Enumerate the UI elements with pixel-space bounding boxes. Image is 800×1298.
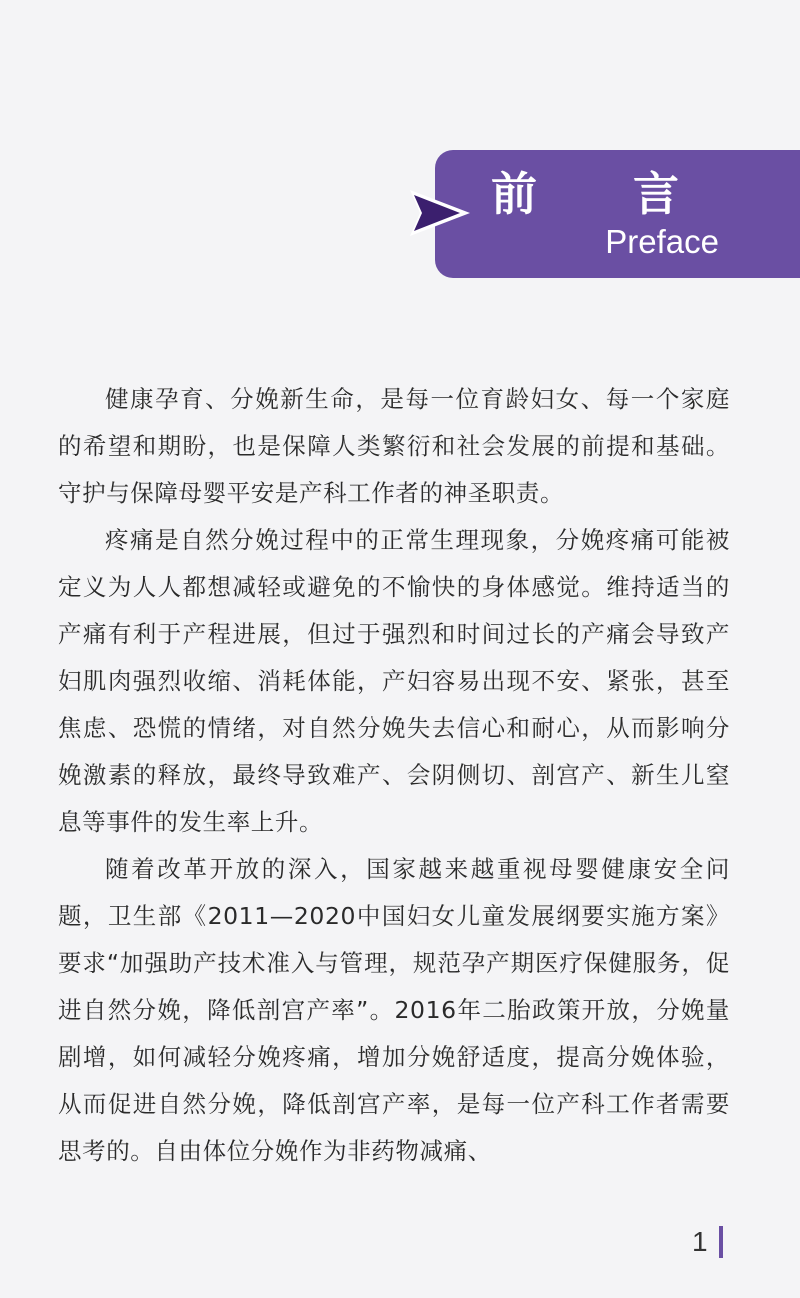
paragraph-2: 疼痛是自然分娩过程中的正常生理现象，分娩疼痛可能被定义为人人都想减轻或避免的不愉快的身体感觉。维持适当的产痛有利于产程进展，但过于强烈和时间过长的产痛会导致产妇肌肉强烈收缩、消耗体能，产妇容易出现不安、紧张，甚至焦虑、恐慌的情绪，对自然分娩失去信心和耐心，从而影响分娩激素的释放，最终导致难产、会阴侧切、剖宫产、新生儿窒息等事件的发生率上升。 — [58, 526, 730, 836]
page-subtitle: Preface — [605, 223, 719, 260]
page-number-bar — [719, 1226, 723, 1258]
page-title: 前 言 — [490, 167, 719, 221]
page-number: 1 — [692, 1226, 708, 1257]
preface-banner — [435, 150, 800, 278]
paragraph-1: 健康孕育、分娩新生命，是每一位育龄妇女、每一个家庭的希望和期盼，也是保障人类繁衍和社会发展的前提和基础。守护与保障母婴平安是产科工作者的神圣职责。 — [58, 385, 730, 507]
arrow-pointer-icon — [410, 190, 470, 236]
body-text — [58, 376, 730, 1175]
paragraph-3: 随着改革开放的深入，国家越来越重视母婴健康安全问题，卫生部《2011—2020中国妇女儿童发展纲要实施方案》要求“加强助产技术准入与管理，规范孕产期医疗保健服务，促进自然分娩，降低剖宫产率”。2016年二胎政策开放，分娩量剧增，如何减轻分娩疼痛，增加分娩舒适度，提高分娩体验，从而促进自然分娩，降低剖宫产率，是每一位产科工作者需要思考的。自由体位分娩作为非药物减痛、 — [58, 855, 730, 1165]
